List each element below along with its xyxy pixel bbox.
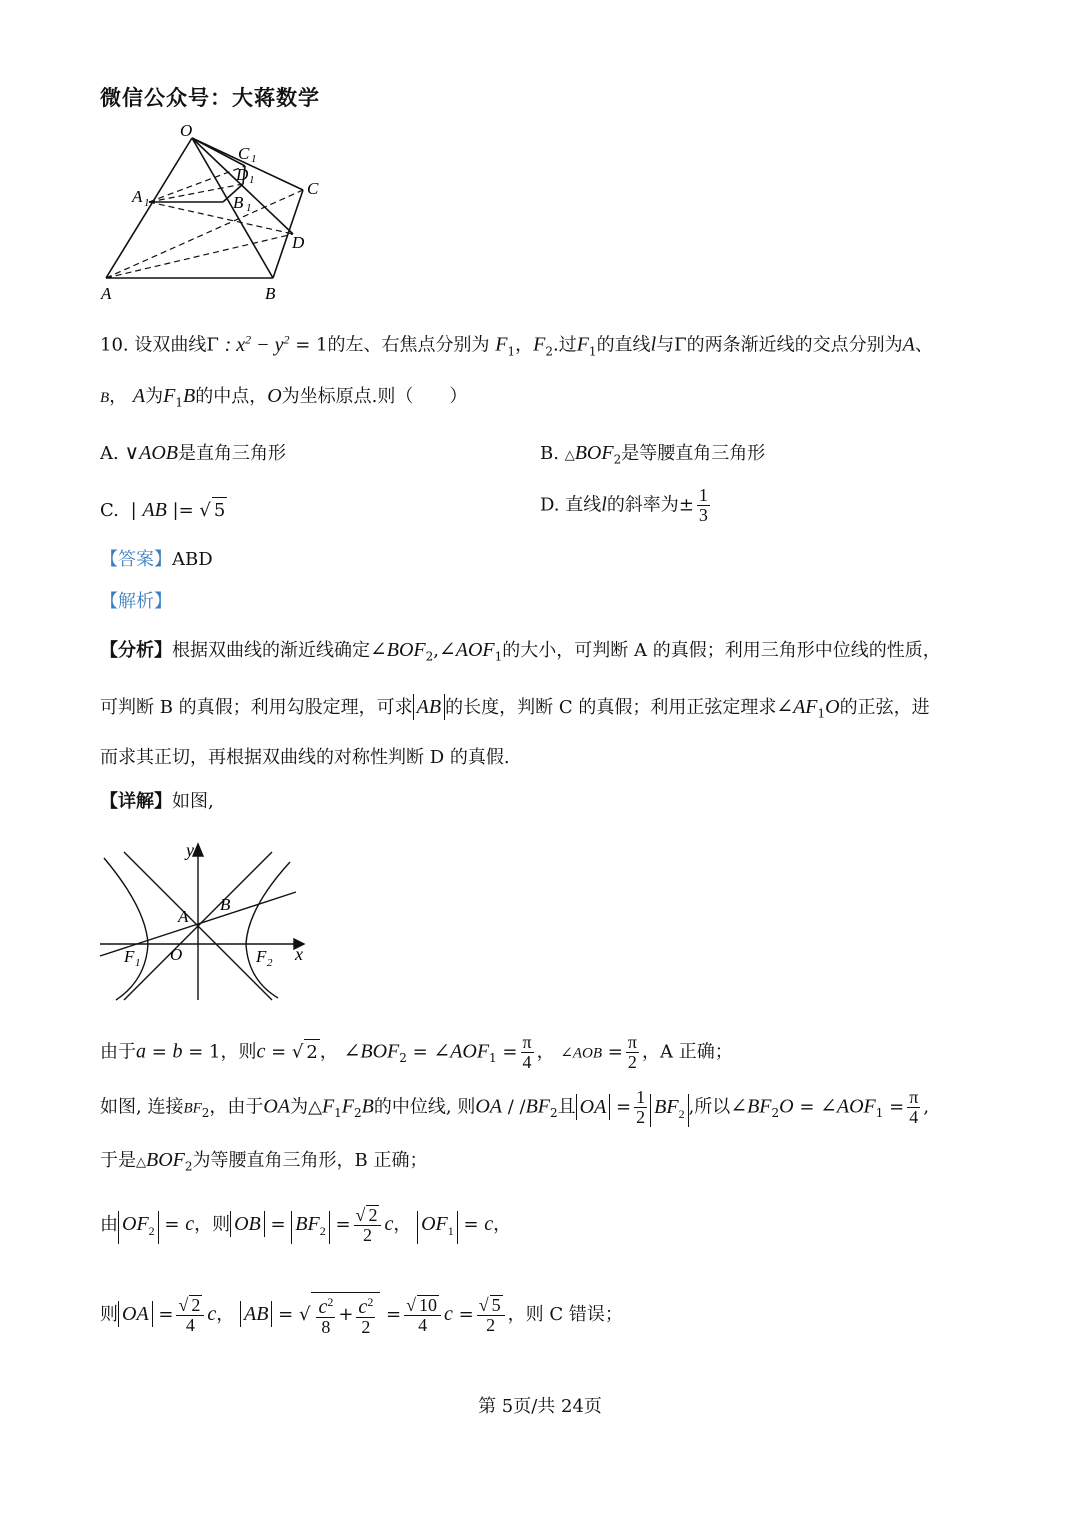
option-c[interactable]: C. | AB |= √ 5: [100, 497, 227, 524]
fig1-label-C: C: [307, 179, 319, 198]
fig1-label-O: O: [180, 121, 193, 140]
fig1-label-A: A: [101, 284, 112, 303]
fig2-label-B: B: [220, 895, 231, 914]
fig1-label-A1: A: [132, 187, 143, 206]
question-line-1: 10. 设双曲线Γ : $x^2 - y^2 = 1$的左、右焦点分别为 $F_1$，$F_2$.过$F_1$的直线l与Γ的两条渐近线的交点分别为A、: [100, 332, 933, 359]
fig1-label-B: B: [265, 284, 276, 303]
fenxi-line-1: 【分析】根据双曲线的渐近线确定$\angle BOF_2,\angle AOF_1$的大小，可判断 A 的真假；利用三角形中位线的性质，: [100, 639, 941, 664]
option-d[interactable]: D. 直线l的斜率为± $\frac{1}{3}$: [540, 485, 708, 525]
pyramid-figure: [96, 118, 336, 308]
svg-text:1: 1: [251, 153, 257, 165]
fenxi-line-2: 可判断 B 的真假；利用勾股定理，可求 AB 的长度，判断 C 的真假；利用正弦定理求$\angle AF_1O$的正弦，进: [100, 696, 930, 721]
fig2-label-F1: F: [124, 947, 135, 966]
detail-line: 【详解】如图,: [100, 791, 214, 812]
svg-text:1: 1: [249, 174, 255, 186]
question-line-2: B， A为$F_1B$的中点，O为坐标原点.则（ ）: [100, 385, 468, 410]
svg-text:1: 1: [144, 197, 150, 209]
hyperbola-figure: [96, 838, 316, 1004]
fig1-label-C1: C: [238, 144, 250, 163]
page-header: 微信公众号：大蒋数学: [100, 86, 320, 110]
analysis-tag: 【解析】: [100, 591, 172, 612]
fig1-label-B1: B: [233, 193, 244, 212]
page-footer: 第 5页/共 24页: [478, 1396, 602, 1417]
fig2-label-x: x: [295, 944, 303, 964]
answer-line: 【答案】ABD: [100, 549, 213, 570]
fig2-label-y: y: [186, 840, 194, 860]
solution-line-2: 如图, 连接$BF_2$，由于OA为$\triangle F_1F_2B$的中位线, 则OA / $/BF_2$且 OA = $\frac{1}{2}$ $BF_2$ ,所以$\angle BF_2O$ = $\angle AOF_1$ = $\frac{\pi}{4}$ ,: [100, 1087, 930, 1127]
fenxi-line-3: 而求其正切，再根据双曲线的对称性判断 D 的真假.: [100, 747, 510, 768]
solution-line-4: 由 $OF_2 = c$，则 OB = $BF_2$ = $\frac{√ 2}{2}$ c， $OF_1 = c$，: [100, 1205, 512, 1245]
solution-line-3: 于是$\triangle BOF_2$为等腰直角三角形，B 正确；: [100, 1149, 428, 1174]
fig2-label-A: A: [178, 907, 189, 926]
fig2-label-O: O: [170, 945, 183, 964]
option-b[interactable]: B. $\triangle BOF_2$是等腰直角三角形: [540, 442, 766, 467]
fig1-label-D1: D: [236, 165, 249, 184]
svg-text:2: 2: [267, 957, 273, 969]
solution-line-5: 则 OA = $\frac{√ 2}{4}$ c， AB = √ $\frac{c^2}{8}$ + $\frac{c^2}{2}$ = $\frac{√ 10}{4}$ c = $\frac{√ 5}{2}$ ，则 C 错误；: [100, 1292, 623, 1337]
option-a[interactable]: A. ∨AOB是直角三角形: [100, 442, 286, 464]
solution-line-1: 由于a = b = 1，则c = √ 2 ， $\angle BOF_2$ = $\angle AOF_1$ = $\frac{\pi}{4}$ ， ∠AOB = $\frac{\pi}{2}$ ，A 正确；: [100, 1032, 733, 1072]
svg-text:1: 1: [135, 957, 141, 969]
fig2-label-F2: F: [256, 947, 267, 966]
svg-text:1: 1: [246, 202, 252, 214]
fig1-label-D: D: [292, 233, 305, 252]
